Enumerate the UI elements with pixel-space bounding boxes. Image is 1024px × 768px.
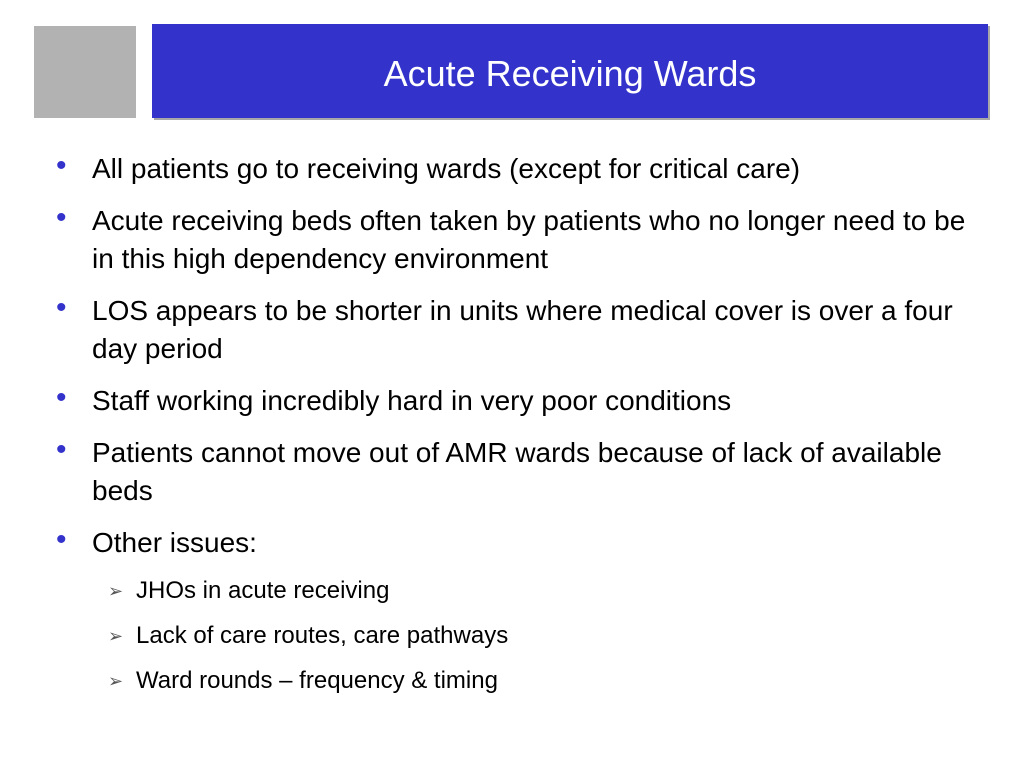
bullet-list [52,150,972,711]
sub-bullet-item [108,666,972,696]
bullet-item [52,524,972,562]
decorative-gray-block [34,26,136,118]
bullet-text: Patients cannot move out of AMR wards because of lack of available beds [92,437,942,506]
bullet-item [52,202,972,278]
slide-title: Acute Receiving Wards [383,53,757,94]
sub-bullet-item [108,576,972,606]
sub-bullet-text: JHOs in acute receiving [136,577,390,604]
bullet-text: All patients go to receiving wards (except for critical care) [92,153,801,184]
bullet-item [52,382,972,420]
bullet-text: Other issues: [92,527,257,558]
bullet-dot-icon: • [56,291,67,324]
bullet-dot-icon: • [56,381,67,414]
bullet-dot-icon: • [56,523,67,556]
sub-bullet-text: Lack of care routes, care pathways [136,622,509,649]
sub-bullet-text: Ward rounds – frequency & timing [136,667,498,694]
sub-bullet-item [108,621,972,651]
bullet-text: Acute receiving beds often taken by patients who no longer need to be in this high dependency environment [92,205,966,274]
bullet-item [52,292,972,368]
arrowhead-icon: ➢ [108,671,124,691]
bullet-dot-icon: • [56,433,67,466]
bullet-text: Staff working incredibly hard in very poor conditions [92,385,732,416]
arrowhead-icon: ➢ [108,581,124,601]
arrowhead-icon: ➢ [108,626,124,646]
bullet-item [52,150,972,188]
sub-bullet-list [52,576,972,696]
bullet-dot-icon: • [56,149,67,182]
bullet-item [52,434,972,510]
bullet-dot-icon: • [56,201,67,234]
bullet-text: LOS appears to be shorter in units where medical cover is over a four day period [92,295,953,364]
